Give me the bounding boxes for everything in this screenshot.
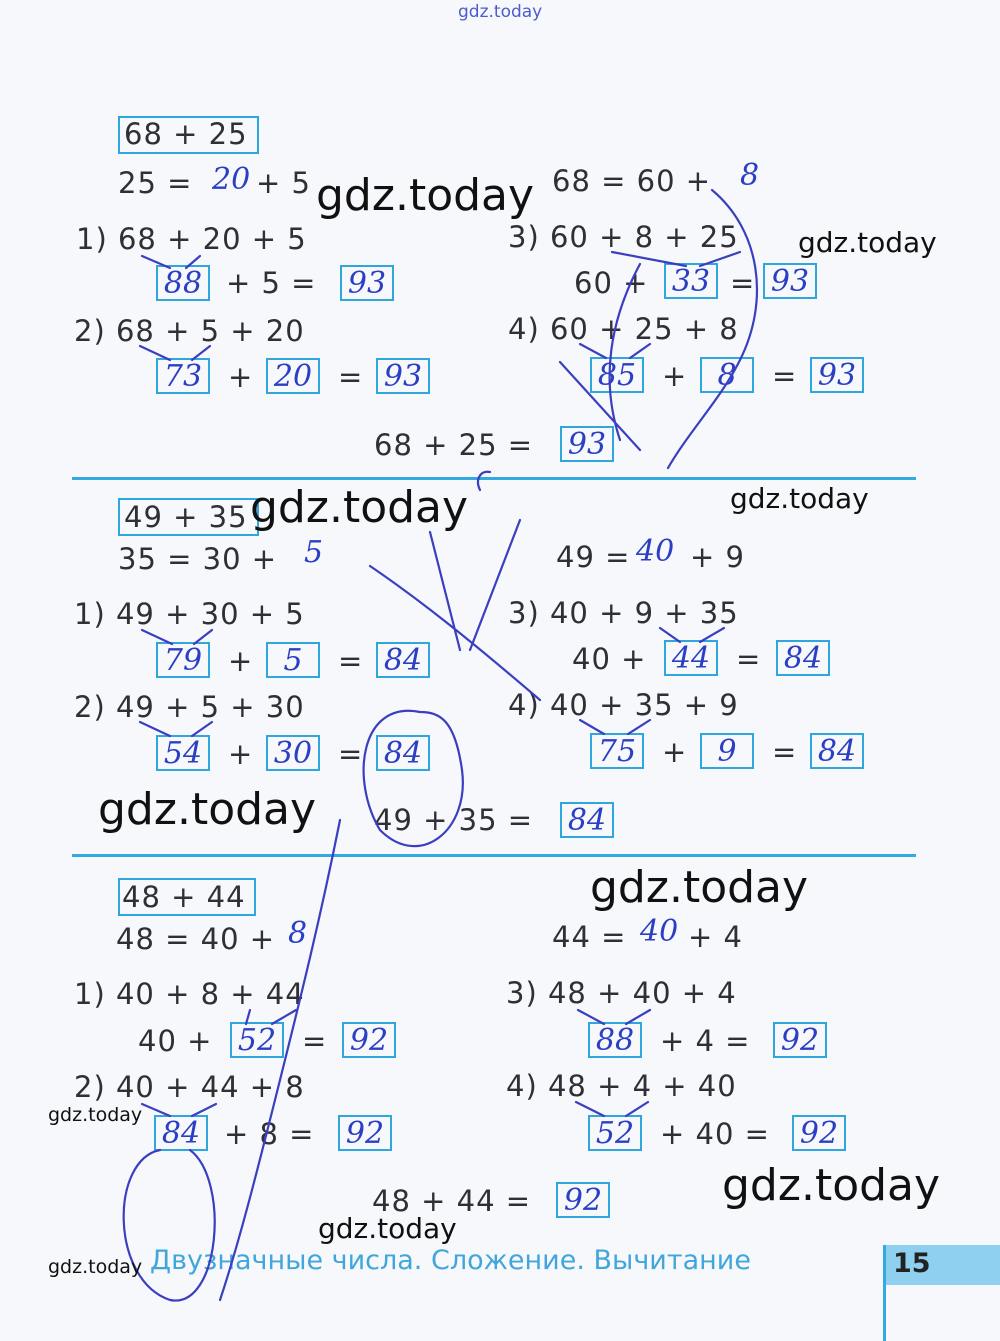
decomp-line-2a: 49 = (556, 540, 631, 574)
method-4-cont: + 40 = (660, 1117, 770, 1151)
task-title-2: 49 + 35 (124, 500, 248, 534)
method-4: 4) 40 + 35 + 9 (508, 688, 739, 722)
plus-sign: + (228, 737, 254, 771)
answer-box: 93 (376, 358, 430, 394)
watermark: gdz.today (798, 226, 937, 259)
method-3-cont: 60 + (574, 266, 649, 300)
equals-sign: = (338, 644, 364, 678)
decomp-line-1a: 25 = (118, 166, 193, 200)
method-2-cont: + 8 = (224, 1117, 315, 1151)
decomp-line-1b: + 5 (256, 166, 311, 200)
answer-box: 92 (773, 1022, 827, 1058)
watermark: gdz.today (318, 1212, 457, 1245)
handwritten-answer: 40 (636, 534, 675, 569)
plus-sign: + (662, 735, 688, 769)
watermark: gdz.today (98, 784, 317, 835)
equals-sign: = (338, 360, 364, 394)
watermark: gdz.today (48, 1104, 143, 1126)
answer-box: 5 (266, 642, 320, 678)
equals-sign: = (302, 1024, 328, 1058)
method-3: 3) 48 + 40 + 4 (506, 976, 737, 1010)
handwritten-answer: 8 (288, 916, 308, 951)
method-1-cont: + 5 = (226, 266, 317, 300)
method-3-cont: 40 + (572, 642, 647, 676)
answer-box: 52 (230, 1022, 284, 1058)
decomp-line-2a: 44 = (552, 920, 627, 954)
answer-box: 84 (560, 802, 614, 838)
equals-sign: = (730, 266, 756, 300)
answer-box: 52 (588, 1115, 642, 1151)
answer-box: 88 (156, 265, 210, 301)
watermark: gdz.today (250, 482, 469, 533)
plus-sign: + (228, 360, 254, 394)
answer-box: 84 (376, 735, 430, 771)
method-4: 4) 48 + 4 + 40 (506, 1069, 737, 1103)
answer-box: 79 (156, 642, 210, 678)
equals-sign: = (338, 737, 364, 771)
watermark: gdz.today (458, 2, 543, 22)
answer-box: 84 (810, 733, 864, 769)
task-title-1: 68 + 25 (124, 117, 248, 151)
answer-box: 8 (700, 357, 754, 393)
decomp-line-1a: 35 = 30 + (118, 542, 278, 576)
method-2: 2) 68 + 5 + 20 (74, 314, 305, 348)
answer-box: 92 (792, 1115, 846, 1151)
method-2: 2) 49 + 5 + 30 (74, 690, 305, 724)
method-2: 2) 40 + 44 + 8 (74, 1070, 305, 1104)
result-line-3: 48 + 44 = (372, 1184, 532, 1218)
handwritten-answer: 5 (304, 535, 324, 570)
handwritten-answer: 8 (740, 158, 760, 193)
result-line-2: 49 + 35 = (374, 803, 534, 837)
handwritten-answer: 40 (640, 914, 679, 949)
answer-box: 44 (664, 640, 718, 676)
page-number: 15 (893, 1248, 931, 1279)
answer-box: 93 (810, 357, 864, 393)
method-1-cont: 40 + (138, 1024, 213, 1058)
decomp-line-2b: + 4 (688, 920, 743, 954)
answer-box: 75 (590, 733, 644, 769)
result-line-1: 68 + 25 = (374, 428, 534, 462)
equals-sign: = (772, 735, 798, 769)
watermark: gdz.today (48, 1256, 143, 1278)
method-3: 3) 60 + 8 + 25 (508, 220, 739, 254)
method-1: 1) 40 + 8 + 44 (74, 977, 305, 1011)
method-3: 3) 40 + 9 + 35 (508, 596, 739, 630)
answer-box: 92 (338, 1115, 392, 1151)
watermark: gdz.today (316, 170, 535, 221)
equals-sign: = (736, 642, 762, 676)
method-3-cont: + 4 = (660, 1024, 751, 1058)
method-1: 1) 49 + 30 + 5 (74, 597, 305, 631)
decomp-line-2b: + 9 (690, 540, 745, 574)
watermark: gdz.today (590, 862, 809, 913)
answer-box: 88 (588, 1022, 642, 1058)
decomp-line-2a: 68 = 60 + (552, 164, 712, 198)
answer-box: 30 (266, 735, 320, 771)
footer-topic: Двузначные числа. Сложение. Вычитание (150, 1245, 751, 1276)
decomp-line-1a: 48 = 40 + (116, 922, 276, 956)
answer-box: 92 (556, 1182, 610, 1218)
method-4: 4) 60 + 25 + 8 (508, 312, 739, 346)
watermark: gdz.today (730, 482, 869, 515)
answer-box: 93 (340, 265, 394, 301)
answer-box: 85 (590, 357, 644, 393)
handwritten-answer: 20 (212, 162, 251, 197)
equals-sign: = (772, 359, 798, 393)
plus-sign: + (228, 644, 254, 678)
answer-box: 84 (376, 642, 430, 678)
answer-box: 84 (154, 1115, 208, 1151)
method-1: 1) 68 + 20 + 5 (76, 222, 307, 256)
answer-box: 73 (156, 358, 210, 394)
answer-box: 20 (266, 358, 320, 394)
answer-box: 54 (156, 735, 210, 771)
answer-box: 9 (700, 733, 754, 769)
task-title-3: 48 + 44 (122, 880, 246, 914)
answer-box: 93 (763, 263, 817, 299)
answer-box: 92 (342, 1022, 396, 1058)
answer-box: 33 (664, 263, 718, 299)
answer-box: 84 (776, 640, 830, 676)
watermark: gdz.today (722, 1160, 941, 1211)
answer-box: 93 (560, 426, 614, 462)
plus-sign: + (662, 359, 688, 393)
